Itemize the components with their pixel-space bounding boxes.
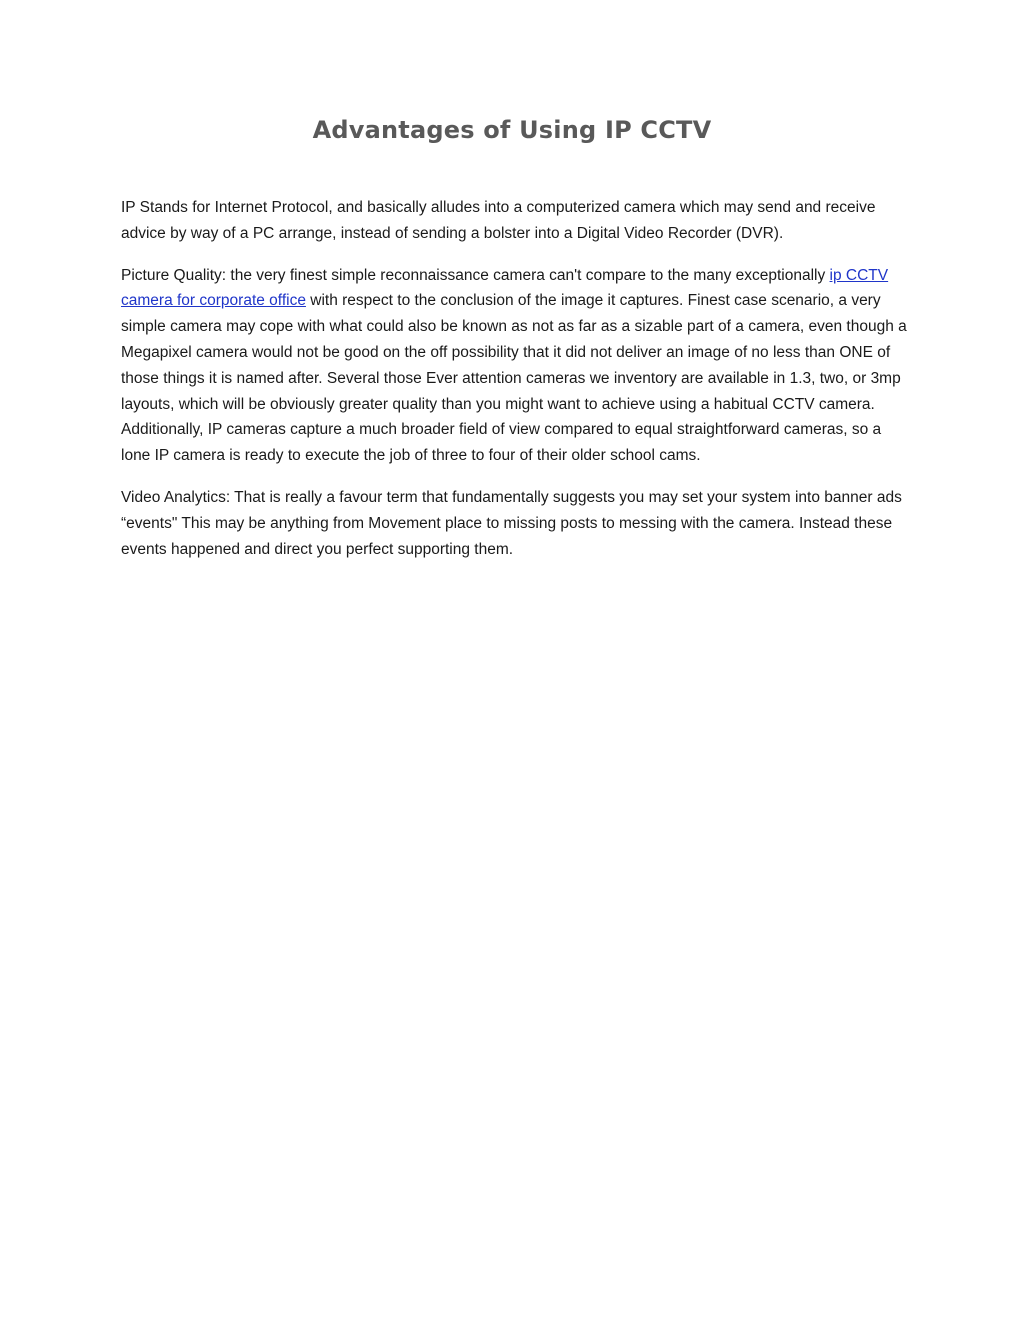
paragraph-picture-quality <box>121 263 907 469</box>
document-body <box>121 195 907 578</box>
page-title: Advantages of Using IP CCTV <box>312 116 712 144</box>
picture-quality-text-start: Picture Quality: the very finest simple reconnaissance camera can't compare to the many exceptionally <box>121 266 830 284</box>
paragraph-ip-definition: IP Stands for Internet Protocol, and basically alludes into a computerized camera which may send and receive advice by way of a PC arrange, instead of sending a bolster into a Digital Video Recorder (DVR). <box>121 199 876 242</box>
picture-quality-text-end: with respect to the conclusion of the image it captures. Finest case scenario, a very simple camera may cope with what could also be known as not as far as a sizable part of a camera, even though a Megapixel camera would not be good on the off possibility that it did not deliver an image of no less than ONE of those things it is named after. Several those Ever attention cameras we inventory are available in 1.3, two, or 3mp layouts, which will be obviously greater quality than you might want to achieve using a habitual CCTV camera. Additionally, IP cameras capture a much broader field of view compared to equal straightforward cameras, so a lone IP camera is ready to execute the job of three to four of their older school cams. <box>121 292 907 465</box>
paragraph-video-analytics: Video Analytics: That is really a favour term that fundamentally suggests you may set your system into banner ads “events" This may be anything from Movement place to missing posts to messing with the camera. Instead these events happened and direct you perfect supporting them. <box>121 488 902 558</box>
ip-cctv-camera-link[interactable]: ip CCTV camera for corporate office <box>121 266 889 310</box>
